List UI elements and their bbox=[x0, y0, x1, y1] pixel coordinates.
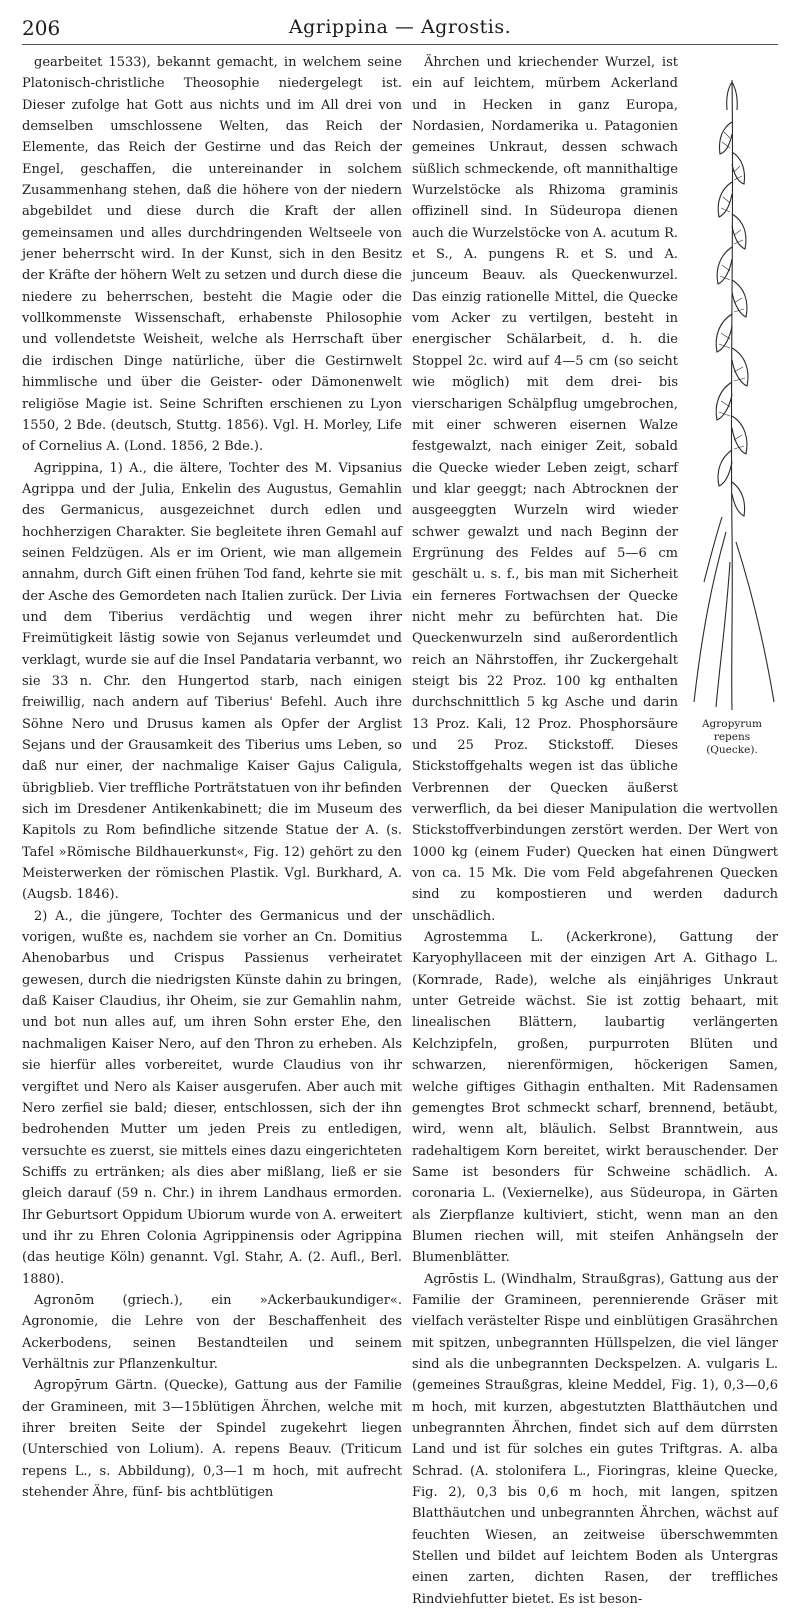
left-column bbox=[22, 52, 402, 1501]
figure-caption bbox=[686, 718, 778, 757]
caption-line: repens bbox=[713, 731, 751, 743]
paragraph-agrippina-elder: Agrippina, 1) A., die ältere, Tochter des M. Vipsanius Agrippa und der Julia, Enkelin des Augustus, Gemahlin des Germanicus, ausgezeichnet durch edlen und hochherzigen Charakter. Sie begleitete ihren Gemahl auf seinen Feldzügen. Als er im Orient, wie man allgemein annahm, durch Gift einen frühen Tod fand, kehrte sie mit der Asche des Gemordeten nach Italien zurück. Der Livia und dem Tiberius verdächtig und wegen ihrer Freimütigkeit lästig sowie von Sejanus verleumdet und verklagt, wurde sie auf die Insel Pandataria verbannt, wo sie 33 n. Chr. den Hungertod starb, nach einigen freiwillig, nach andern auf Tiberius' Befehl. Auch ihre Söhne Nero und Drusus kamen als Opfer der Arglist Sejans und der Grausamkeit des Tiberius ums Leben, so daß nur einer, der nachmalige Kaiser Gajus Caligula, übrigblieb. Vier treffliche Porträtstatuen von ihr befinden sich im Dresdener Antikenkabinett; die im Museum des Kapitols zu Rom befindliche sitzende Statue der A. (s. Tafel »Römische Bildhauerkunst«, Fig. 12) gehört zu den Meisterwerken der römischen Plastik. Vgl. Burkhard, A. (Augsb. 1846). bbox=[22, 460, 402, 903]
paragraph-agropyrum-continued: Ährchen und kriechender Wurzel, ist ein auf leichtem, mürbem Ackerland und in Hecken in ganz Europa, Nordasien, Nordamerika u. Patagonien gemeines Unkraut, dessen schwach süßlich schmeckende, oft mannithaltige Wurzelstöcke als Rhizoma graminis offizinell sind. In Südeuropa dienen auch die Wurzelstöcke von A. acutum R. et S., A. pungens R. et S. und A. junceum Beauv. als Queckenwurzel. Das einzig rationelle Mittel, die Quecke vom Acker zu vertilgen, besteht in energischer Schälarbeit, d. h. die Stoppel 2c. wird auf 4—5 cm (so seicht wie möglich) mit dem drei- bis vierscharigen Schälpflug umgebrochen, mit einer schweren eisernen Walze festgewalzt, nach einiger Zeit, sobald die Quecke wieder Leben zeigt, scharf und klar geeggt; nach Abtrocknen der ausgeeggten Wurzeln wird wieder schwer gewalzt und nach Beginn der Ergrünung des Feldes auf 5—6 cm geschält u. s. f., bis man mit Sicherheit ein ferneres Fortwachsen der Quecke nicht mehr zu befürchten hat. Die Queckenwurzeln sind außerordentlich reich an Nährstoffen, ihr Zuckergehalt steigt bis 22 Proz. 100 kg enthalten durchschnittlich 5 kg Asche und darin 13 Proz. Kali, 12 Proz. Phosphorsäure und 25 Proz. Stickstoff. Dieses Stickstoffgehalts wegen ist das übliche Verbrennen der Quecken äußerst verwerflich, da bei dieser Manipulation die wertvollen Stickstoffverbindungen zerstört werden. Der Wert von 1000 kg (einem Fuder) Quecken hat einen Düngwert von ca. 15 Mk. Die vom Feld abgefahrenen Quecken sind zu kompostieren und werden dadurch unschädlich. bbox=[412, 55, 778, 924]
right-column bbox=[412, 52, 778, 1607]
paragraph-agrippa-continued: gearbeitet 1533), bekannt gemacht, in welchem seine Platonisch-christliche Theosophie niedergelegt ist. Dieser zufolge hat Gott aus nichts und im All drei von demselben umschlossene Welten, das Reich der Elemente, das Reich der Gestirne und das Reich der Engel, geschaffen, die untereinander in solchem Zusammenhang stehen, daß die höhere von der niedern abgebildet und diese durch die Kraft der allen gemeinsamen und alles durchdringenden Weltseele von jener beherrscht wird. In der Kunst, sich in den Besitz der Kräfte der höhern Welt zu setzen und durch diese die niedere zu beherrschen, besteht die Magie oder die vollkommenste Wissenschaft, erhabenste Philosophie und vollendetste Weisheit, welche als Herrschaft über die irdischen Dinge natürliche, über die Gestirnwelt himmlische und über die Geister- oder Dämonenwelt religiöse Magie ist. Seine Schriften erschienen zu Lyon 1550, 2 Bde. (deutsch, Stuttg. 1856). Vgl. H. Morley, Life of Cornelius A. (Lond. 1856, 2 Bde.). bbox=[22, 55, 402, 455]
running-title: Agrippina — Agrostis. bbox=[288, 16, 512, 38]
paragraph-agropyrum: Agropȳrum Gärtn. (Quecke), Gattung aus der Familie der Gramineen, mit 3—15blütigen Ährchen, welche mit ihrer breiten Seite der Spindel zugekehrt liegen (Unterschied von Lolium). A. repens Beauv. (Triticum repens L., s. Abbildung), 0,3—1 m hoch, mit aufrecht stehender Ähre, fünf- bis achtblütigen bbox=[22, 1378, 402, 1501]
caption-line: Agropyrum bbox=[701, 718, 763, 730]
page-number: 206 bbox=[22, 16, 61, 40]
figure-agropyrum bbox=[686, 62, 778, 780]
paragraph-agronom: Agronōm (griech.), ein »Ackerbaukundiger«. Agronomie, die Lehre von der Beschaffenheit des Ackerbodens, seinen Bestandteilen und seinem Verhältnis zur Pflanzenkultur. bbox=[22, 1292, 402, 1372]
paragraph-agrippina-younger: 2) A., die jüngere, Tochter des Germanicus und der vorigen, wußte es, nachdem sie vorher an Cn. Domitius Ahenobarbus und Crispus Passienus verheiratet gewesen, durch die niedrigsten Künste dahin zu bringen, daß Kaiser Claudius, ihr Oheim, sie zur Gemahlin nahm, und bot nun alles auf, um ihren Sohn erster Ehe, den nachmaligen Kaiser Nero, auf den Thron zu erheben. Als sie hierfür alles vorbereitet, wurde Claudius von ihr vergiftet und Nero als Kaiser ausgerufen. Aber auch mit Nero zerfiel sie bald; dieser, entschlossen, sich der ihn bedrohenden Mutter um jeden Preis zu entledigen, versuchte es zuerst, sie mittels eines dazu eingerichteten Schiffs zu ertränken; als dies aber mißlang, ließ er sie gleich darauf (59 n. Chr.) in ihrem Landhaus ermorden. Ihr Geburtsort Oppidum Ubiorum wurde von A. erweitert und ihr zu Ehren Colonia Agrippinensis oder Agrippina (das heutige Köln) genannt. Vgl. Stahr, A. (2. Aufl., Berl. 1880). bbox=[22, 908, 402, 1287]
grass-illustration-icon bbox=[686, 62, 778, 712]
paragraph-agrostemma: Agrostemma L. (Ackerkrone), Gattung der Karyophyllaceen mit der einzigen Art A. Githago L. (Kornrade, Rade), welche als einjähriges Unkraut unter Getreide wächst. Sie ist zottig behaart, mit linealischen Blättern, laubartig verlängerten Kelchzipfeln, großen, purpurroten Blüten und schwarzen, nierenförmigen, höckerigen Samen, welche giftiges Githagin enthalten. Mit Radensamen gemengtes Brot schmeckt scharf, brennend, betäubt, wird, wenn alt, bläulich. Selbst Branntwein, aus radehaltigem Korn bereitet, wirkt berauschender. Der Same ist besonders für Schweine schädlich. A. coronaria L. (Vexiernelke), aus Südeuropa, in Gärten als Zierpflanze kultiviert, sticht, wenn man an den Blumen riechen will, mit steifen Anhängseln der Blumenblätter. bbox=[412, 930, 778, 1266]
caption-line: (Quecke). bbox=[706, 744, 758, 756]
paragraph-agrostis: Agrōstis L. (Windhalm, Straußgras), Gattung aus der Familie der Gramineen, perennierende Gräser mit vielfach verästelter Rispe und einblütigen Grasährchen mit spitzen, unbegrannten Hüllspelzen, die viel länger sind als die unbegrannten Deckspelzen. A. vulgaris L. (gemeines Straußgras, kleine Meddel, Fig. 1), 0,3—0,6 m hoch, mit kurzen, abgestutzten Blatthäutchen und unbegrannten Ährchen, findet sich auf dem dürrsten Land und ist für solches ein gutes Triftgras. A. alba Schrad. (A. stolonifera L., Fioringras, kleine Quecke, Fig. 2), 0,3 bis 0,6 m hoch, mit langen, spitzen Blatthäutchen und unbegrannten Ährchen, wächst auf feuchten Wiesen, an zeitweise überschwemmten Stellen und bildet auf leichtem Boden als Untergras einen zarten, dichten Rasen, der treffliches Rindviehfutter bietet. Es ist beson- bbox=[412, 1271, 778, 1607]
page-header bbox=[22, 14, 778, 45]
